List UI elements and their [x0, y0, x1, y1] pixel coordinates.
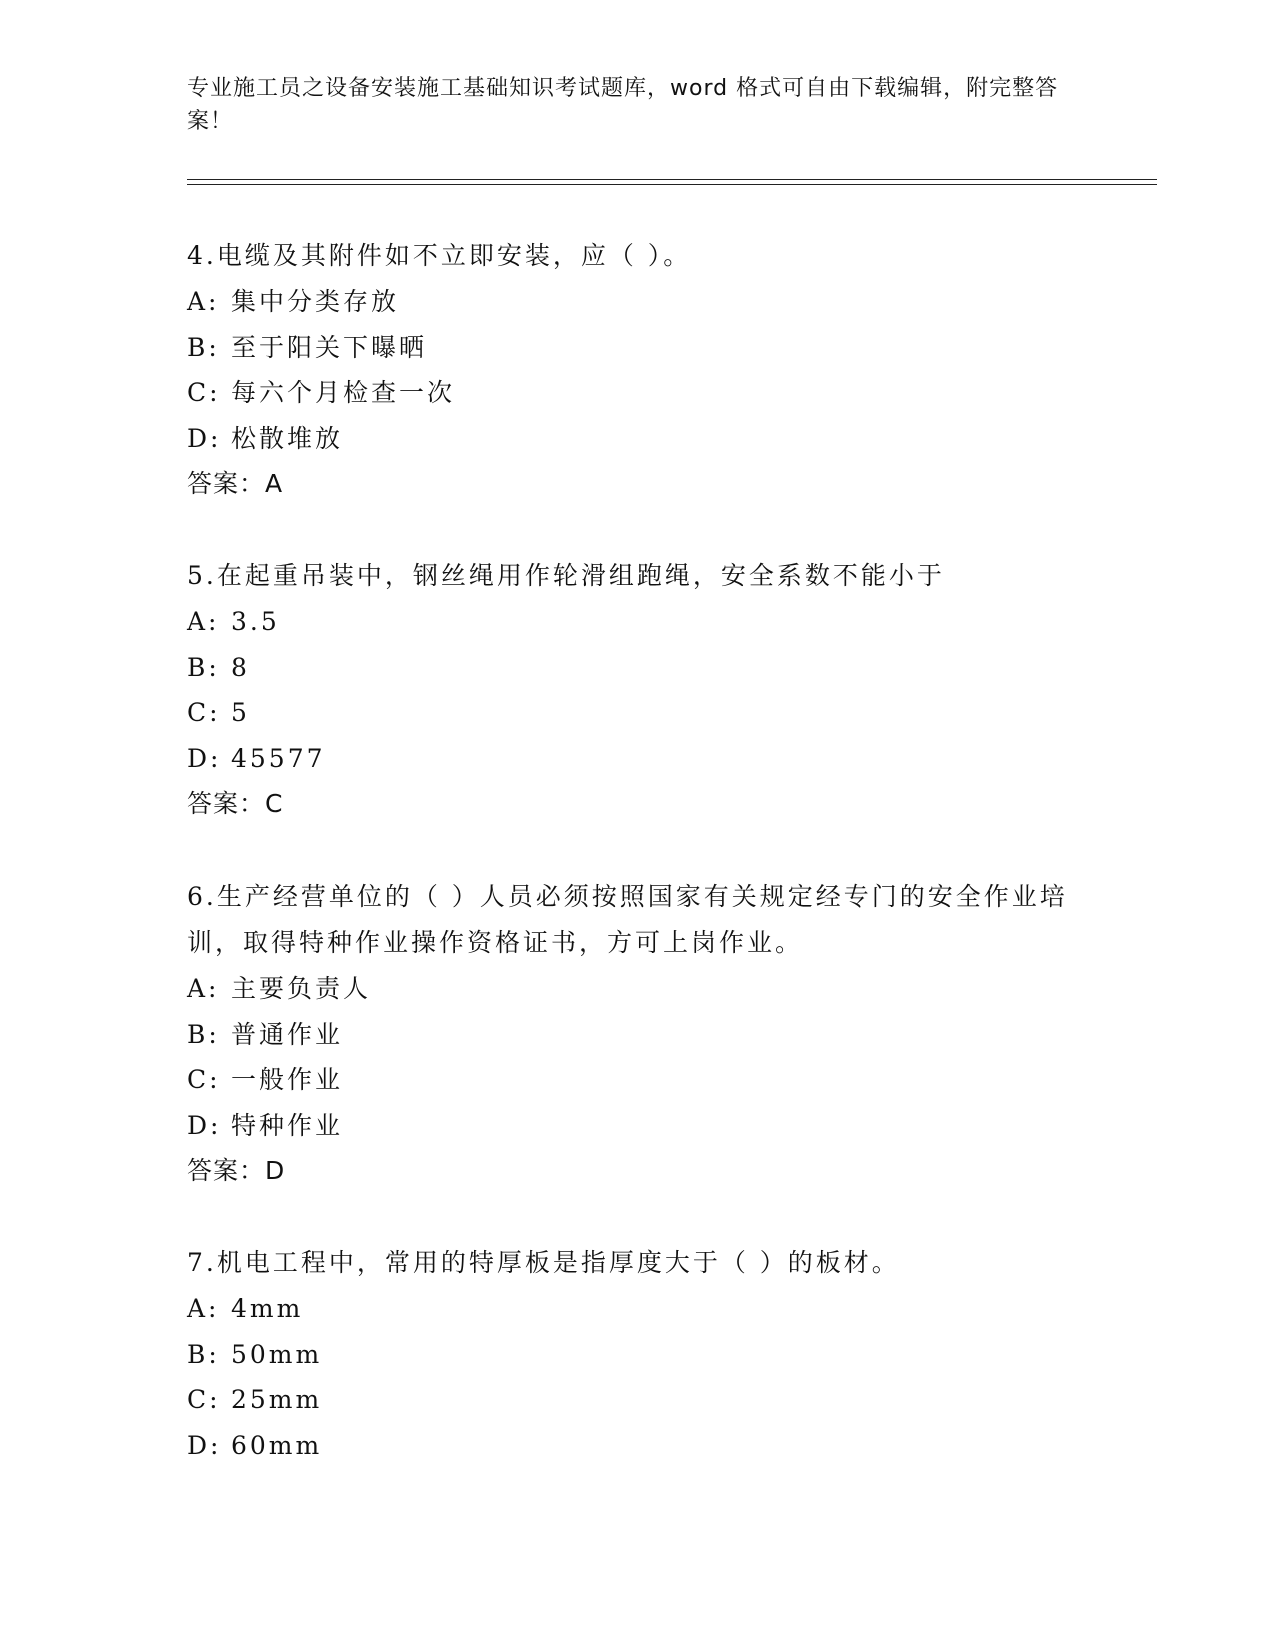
option-a — [187, 1286, 1087, 1332]
option-text: 5 — [231, 698, 250, 727]
option-a — [187, 279, 1087, 325]
option-b — [187, 325, 1087, 371]
option-key: A: — [187, 1294, 220, 1323]
option-text: 一般作业 — [231, 1065, 344, 1094]
option-key: A: — [187, 287, 220, 316]
question-title: 7.机电工程中，常用的特厚板是指厚度大于（ ）的板材。 — [187, 1248, 900, 1277]
document-header: 专业施工员之设备安装施工基础知识考试题库，word 格式可自由下载编辑，附完整答案！ — [187, 76, 1059, 134]
header-divider-bottom — [187, 184, 1157, 185]
option-text: 主要负责人 — [231, 974, 372, 1003]
question-title: 4.电缆及其附件如不立即安装，应（ ）。 — [187, 241, 692, 270]
question-6 — [187, 874, 1087, 1194]
option-d — [187, 736, 1087, 782]
option-key: C: — [187, 378, 221, 407]
option-key: A: — [187, 607, 220, 636]
option-b — [187, 1332, 1087, 1378]
option-key: D: — [187, 1430, 222, 1460]
option-text: 集中分类存放 — [231, 287, 400, 316]
question-title: 5.在起重吊装中，钢丝绳用作轮滑组跑绳，安全系数不能小于 — [187, 561, 945, 590]
option-d — [187, 1103, 1087, 1149]
option-c — [187, 370, 1087, 416]
option-text: 3.5 — [231, 607, 280, 636]
option-a — [187, 599, 1087, 645]
option-text: 至于阳关下曝晒 — [231, 332, 428, 362]
option-a — [187, 966, 1087, 1012]
question-5 — [187, 553, 1087, 827]
option-c — [187, 690, 1087, 736]
option-key: D: — [187, 1110, 222, 1140]
option-d — [187, 416, 1087, 462]
option-key: B: — [187, 1019, 220, 1049]
question-4 — [187, 233, 1087, 507]
option-text: 50mm — [231, 1339, 323, 1369]
option-text: 25mm — [231, 1385, 323, 1414]
option-b — [187, 1012, 1087, 1058]
header-divider-top — [187, 179, 1157, 180]
option-text: 60mm — [231, 1430, 323, 1460]
answer: 答案：A — [187, 469, 284, 498]
question-7 — [187, 1240, 1087, 1468]
option-key: B: — [187, 652, 220, 682]
option-b — [187, 645, 1087, 691]
option-c — [187, 1057, 1087, 1103]
option-text: 8 — [231, 652, 250, 682]
option-text: 特种作业 — [231, 1110, 344, 1140]
option-key: C: — [187, 1065, 221, 1094]
option-key: B: — [187, 332, 220, 362]
option-text: 普通作业 — [231, 1019, 344, 1049]
option-key: B: — [187, 1339, 220, 1369]
option-d — [187, 1423, 1087, 1469]
question-title: 6.生产经营单位的（ ）人员必须按照国家有关规定经专门的安全作业培训，取得特种作业操作资格证书，方可上岗作业。 — [187, 882, 1068, 957]
option-key: C: — [187, 698, 221, 727]
option-key: C: — [187, 1385, 221, 1414]
option-key: A: — [187, 974, 220, 1003]
option-c — [187, 1377, 1087, 1423]
option-key: D: — [187, 423, 222, 453]
option-key: D: — [187, 743, 222, 773]
option-text: 每六个月检查一次 — [231, 378, 456, 407]
option-text: 4mm — [231, 1294, 304, 1323]
option-text: 45577 — [231, 743, 326, 773]
answer: 答案：D — [187, 1156, 286, 1185]
answer: 答案：C — [187, 789, 284, 818]
option-text: 松散堆放 — [231, 423, 344, 453]
